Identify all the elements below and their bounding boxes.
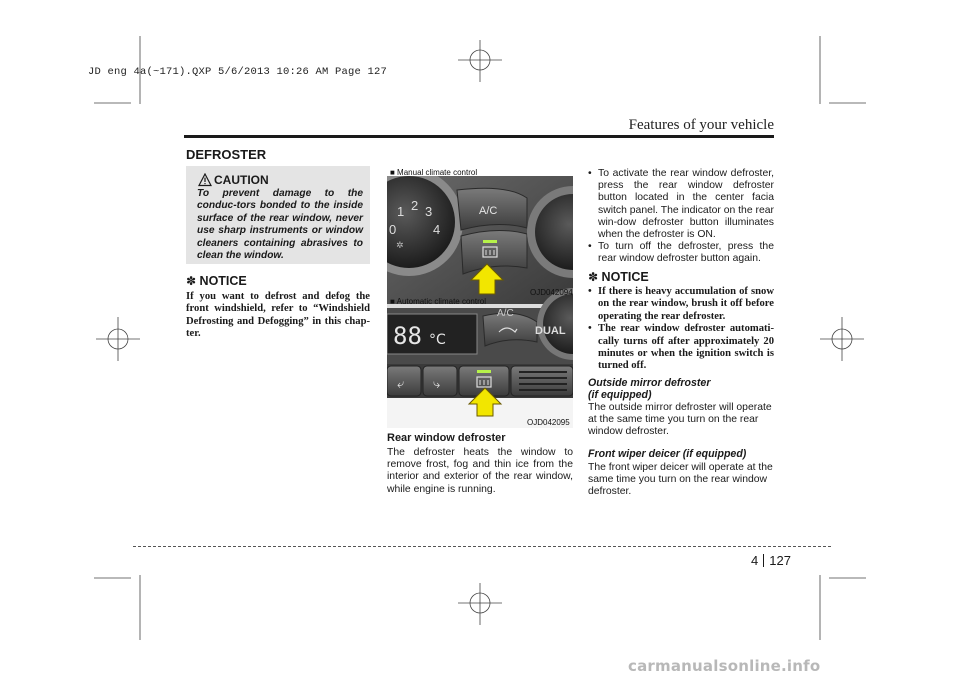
floor-mode-icon: ⤶ xyxy=(397,377,405,392)
notice-item-auto-off: • The rear window defroster automati-cally turns off after approximately 20 minutes or when the ignition switch is turned off. xyxy=(588,323,774,373)
figure-caption-auto: ■ Automatic climate control xyxy=(390,297,486,306)
auto-display-unit: °C xyxy=(429,332,446,348)
page-number-separator xyxy=(763,554,764,567)
dial-number-4: 4 xyxy=(433,222,441,237)
activation-bullets xyxy=(588,168,774,266)
warning-triangle-icon xyxy=(198,173,212,187)
page-number-value: 127 xyxy=(769,553,791,568)
page-number xyxy=(751,553,791,568)
registration-mark-right xyxy=(820,317,864,361)
bullet-activate: • To activate the rear window defroster, press the rear window defroster button located in the center facia switch panel. The indicator on the rear win-dow defroster button illuminates when the defroster is ON. xyxy=(588,168,774,241)
notice-star-icon: ✽ xyxy=(186,274,197,288)
notice-star-icon-right: ✽ xyxy=(588,270,599,284)
registration-mark-top xyxy=(458,40,502,82)
printer-slug: JD eng 4a(~171).QXP 5/6/2013 10:26 AM Page 127 xyxy=(88,66,388,78)
watermark: carmanualsonline.info xyxy=(628,657,821,675)
dial-number-2: 2 xyxy=(411,198,419,213)
dial-number-3: 3 xyxy=(425,204,433,219)
bullet-turn-off: • To turn off the defroster, press the rear window defroster button again. xyxy=(588,241,774,265)
rear-defroster-text: The defroster heats the window to remove frost, fog and thin ice from the interior and exterior of the rear window, while engine is running. xyxy=(387,447,573,495)
outside-mirror-heading-line2: (if equipped) xyxy=(588,389,652,402)
dial-number-1: 1 xyxy=(397,204,405,219)
ac-label-auto: A/C xyxy=(497,308,514,319)
section-title: DEFROSTER xyxy=(186,147,267,162)
front-wiper-heading: Front wiper deicer (if equipped) xyxy=(588,448,747,460)
caution-title: CAUTION xyxy=(214,173,269,187)
ac-label-manual: A/C xyxy=(479,205,498,217)
outside-mirror-heading-line1: Outside mirror defroster xyxy=(588,377,711,389)
dual-label-auto: DUAL xyxy=(535,325,566,337)
notice-text-left: If you want to defrost and defog the front windshield, refer to “Windshield Defrosting and Defogging” in this chap-ter. xyxy=(186,291,370,340)
figure-code-auto: OJD042095 xyxy=(527,418,570,427)
notice-item-snow: • If there is heavy accumulation of snow on the rear window, brush it off before operating the rear defroster. xyxy=(588,286,774,323)
caution-box xyxy=(186,166,370,264)
figure-code-manual: OJD042094 xyxy=(530,288,573,297)
dial-number-0: 0 xyxy=(389,222,397,237)
footer-rule xyxy=(133,546,831,547)
fan-icon: ✲ xyxy=(396,241,404,251)
chapter-number: 4 xyxy=(751,553,759,568)
auto-display-digits: 88 xyxy=(393,322,422,350)
figure-caption-manual: ■ Manual climate control xyxy=(390,168,478,177)
running-head: Features of your vehicle xyxy=(628,117,774,133)
face-mode-icon: ⤷ xyxy=(433,377,441,392)
outside-mirror-text: The outside mirror defroster will operate at the same time you turn on the rear window defroster. xyxy=(588,402,772,438)
caution-text: To prevent damage to the conduc-tors bonded to the inside surface of the rear window, never use sharp instruments or window cleaners containing abrasives to clean the window. xyxy=(197,188,363,262)
notice-list-right xyxy=(588,286,774,373)
registration-mark-left xyxy=(96,317,140,361)
notice-heading-right xyxy=(588,270,649,284)
front-wiper-text: The front wiper deicer will operate at the same time you turn on the rear window defroster. xyxy=(588,462,773,498)
notice-title-right: NOTICE xyxy=(601,270,649,284)
defrost-indicator-manual xyxy=(483,240,497,243)
notice-heading-left xyxy=(186,274,247,288)
right-column xyxy=(588,168,774,266)
outside-mirror-heading xyxy=(588,377,774,401)
registration-mark-bottom xyxy=(458,583,502,625)
header-rule xyxy=(184,135,774,138)
vent-grille xyxy=(511,366,573,396)
rear-defroster-heading: Rear window defroster xyxy=(387,432,506,444)
notice-title-left: NOTICE xyxy=(199,274,247,288)
defrost-indicator-auto xyxy=(477,370,491,373)
